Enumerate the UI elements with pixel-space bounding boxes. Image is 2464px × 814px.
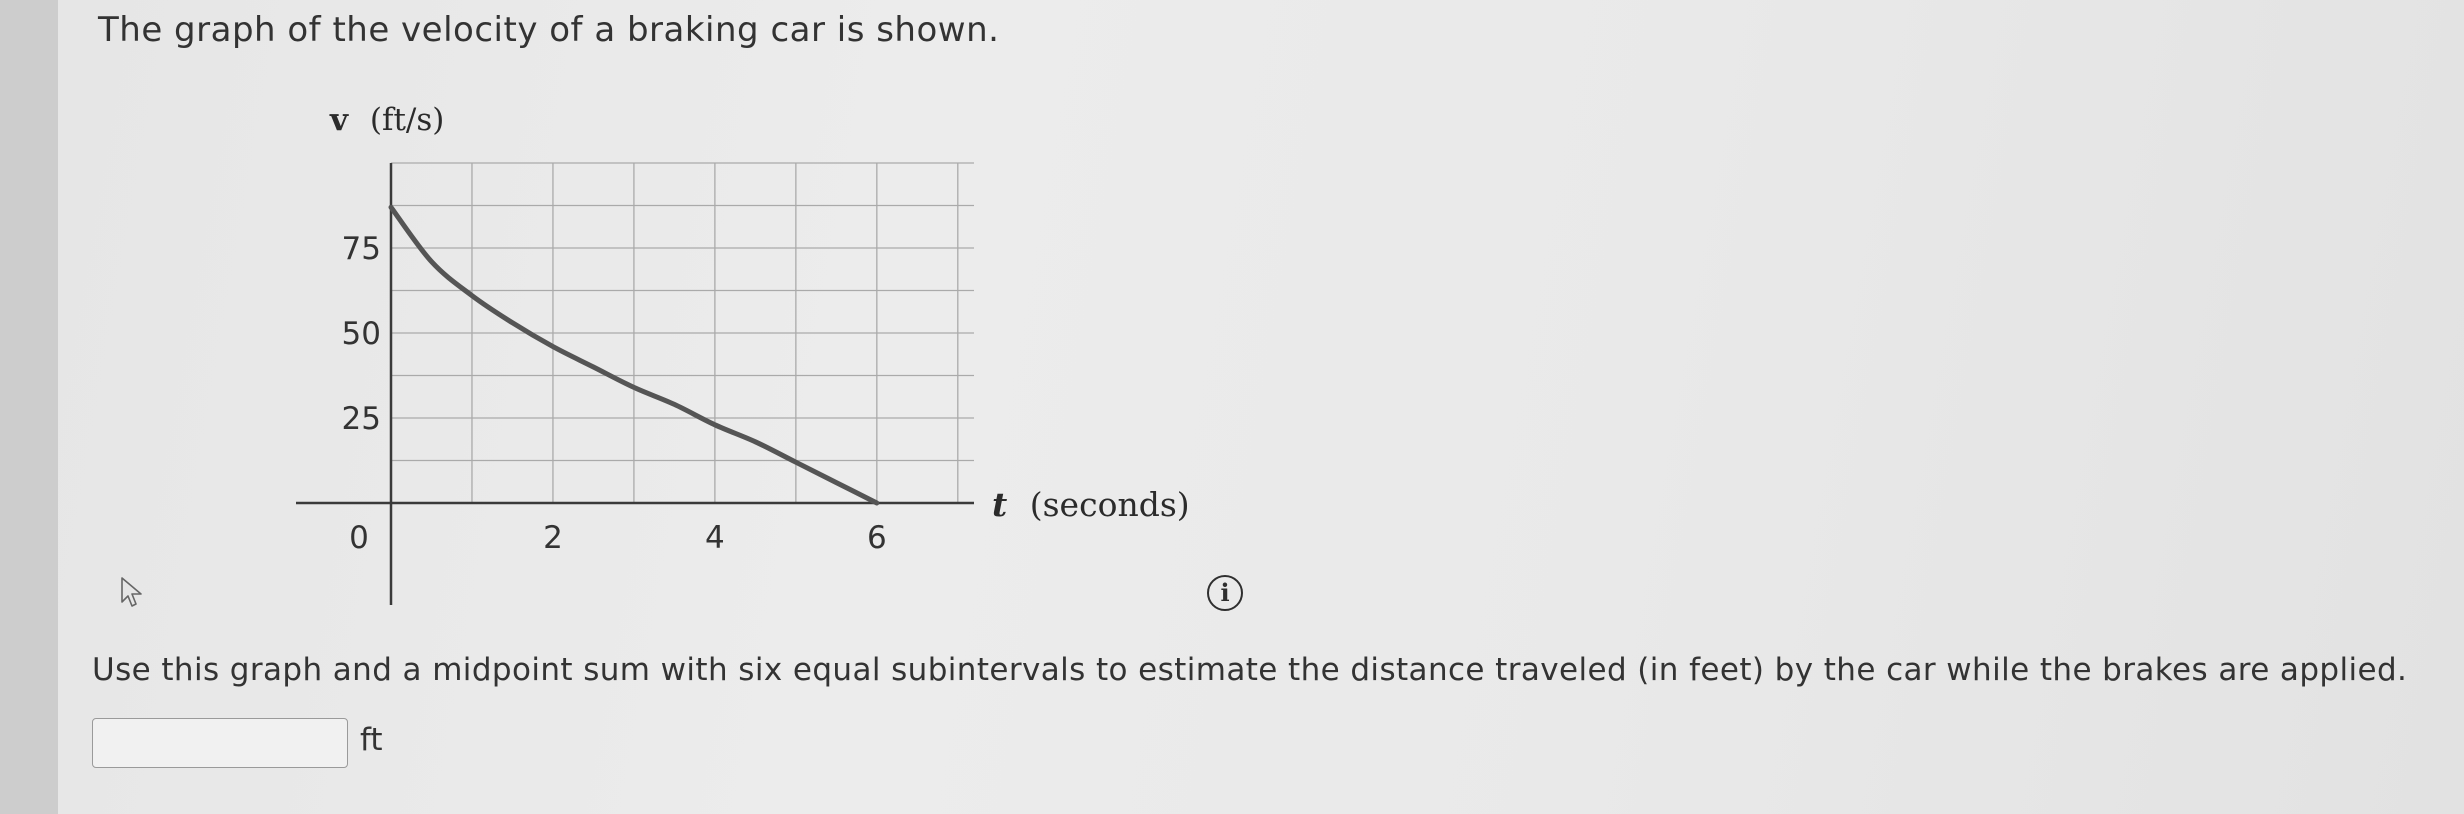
x-tick-label: 2 xyxy=(543,520,563,556)
mouse-pointer-icon xyxy=(120,576,146,608)
answer-unit-label: ft xyxy=(360,722,383,758)
y-tick-label: 25 xyxy=(341,401,381,437)
chart-tick-labels xyxy=(342,231,887,556)
velocity-chart xyxy=(0,0,1300,630)
y-axis-variable: v xyxy=(330,102,349,138)
x-tick-label: 0 xyxy=(349,520,369,556)
chart-grid xyxy=(391,163,974,503)
answer-input[interactable] xyxy=(92,718,348,768)
x-tick-label: 6 xyxy=(866,520,887,556)
y-axis-label xyxy=(329,102,444,138)
x-axis-label xyxy=(992,485,1190,524)
y-tick-label: 50 xyxy=(341,316,381,352)
y-tick-label: 75 xyxy=(341,231,381,267)
prompt-text: The graph of the velocity of a braking car is shown. xyxy=(98,10,1000,50)
x-axis-variable: t xyxy=(992,485,1008,524)
x-axis-unit: (seconds) xyxy=(1029,485,1190,524)
info-icon[interactable]: i xyxy=(1207,575,1243,611)
question-text: Use this graph and a midpoint sum with six equal subintervals to estimate the distance traveled (in feet) by the car while the brakes are applied. xyxy=(92,652,2408,688)
y-axis-unit: (ft/s) xyxy=(369,102,445,138)
x-tick-label: 4 xyxy=(705,520,725,556)
